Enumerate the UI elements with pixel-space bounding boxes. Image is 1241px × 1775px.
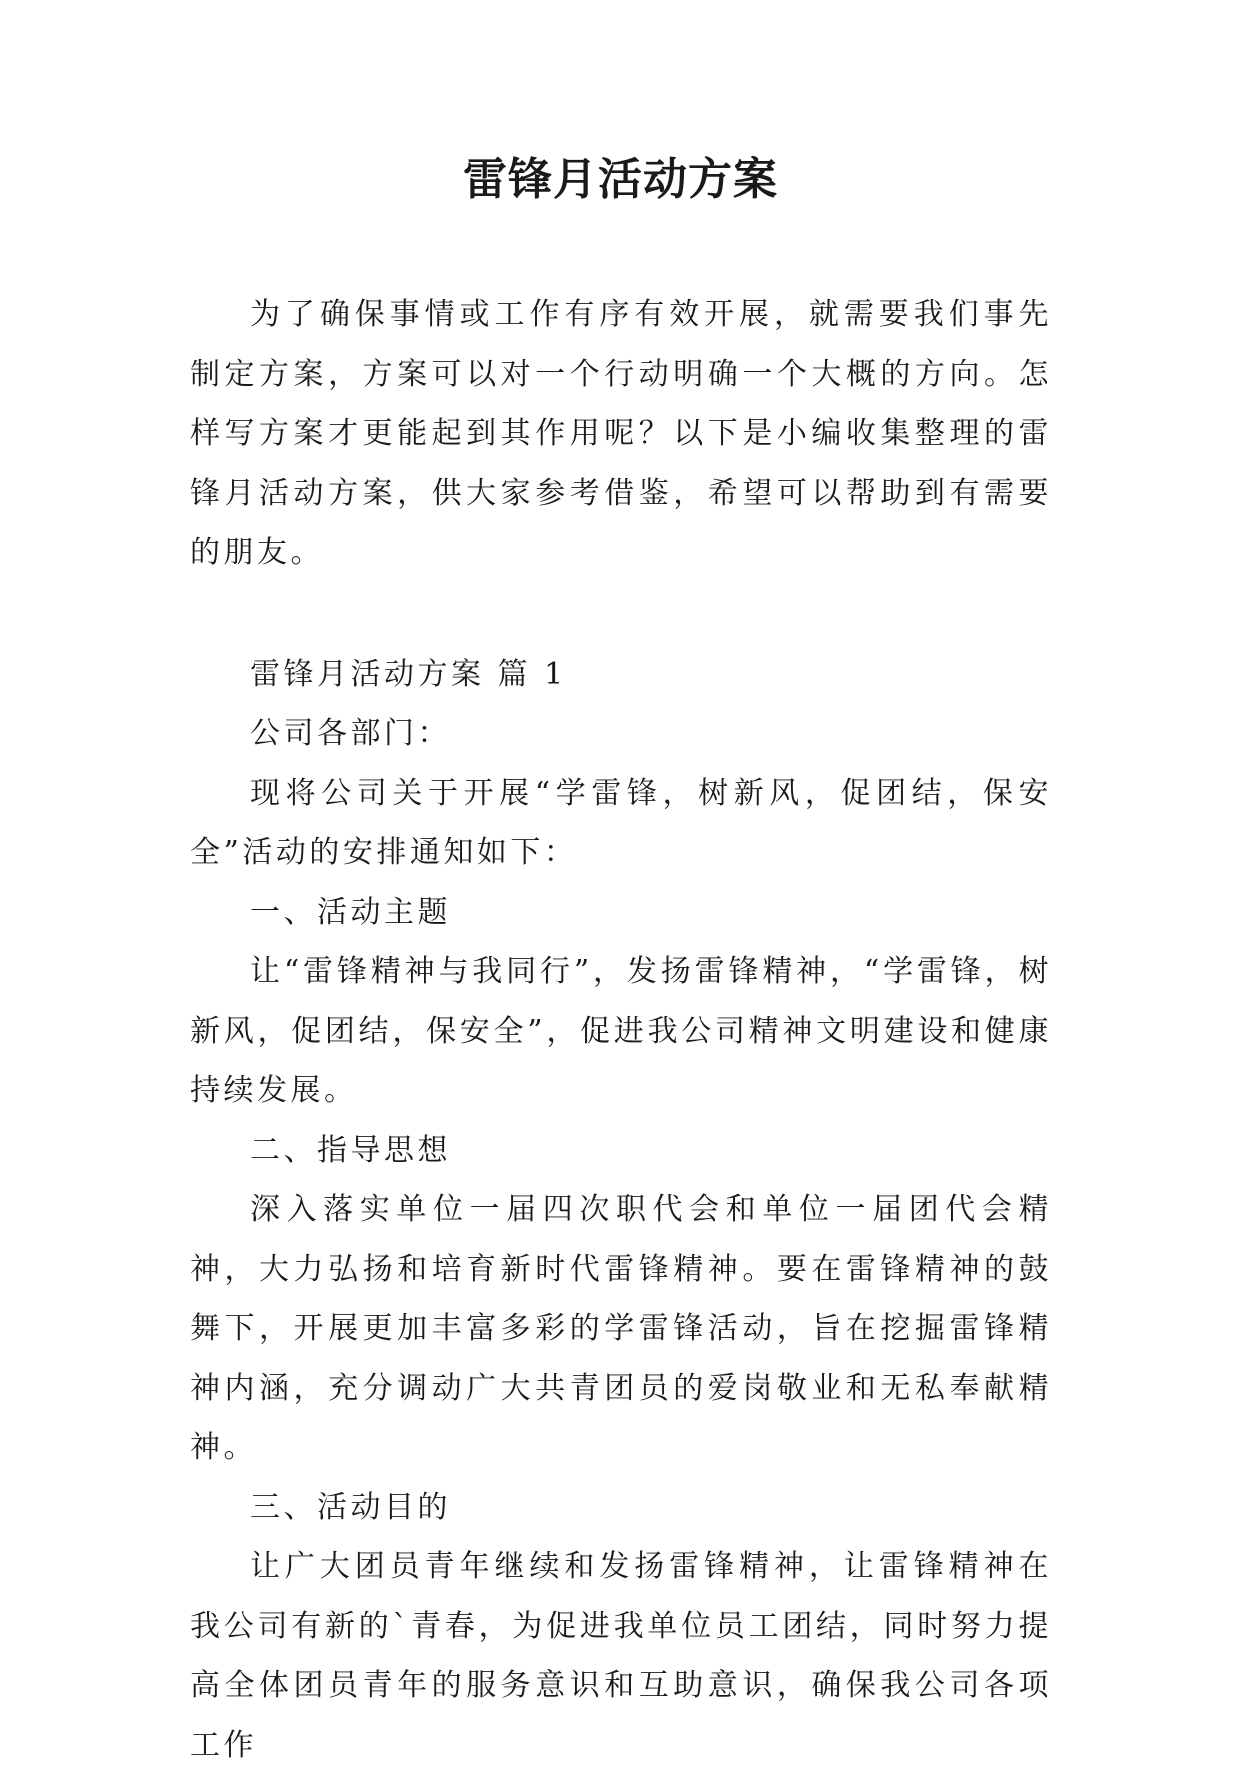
document-title: 雷锋月活动方案 (463, 154, 778, 205)
intro-paragraph: 为了确保事情或工作有序有效开展，就需要我们事先制定方案，方案可以对一个行动明确一个大概的方向。怎样写方案才更能起到其作用呢？以下是小编收集整理的雷锋月活动方案，供大家参考借鉴，希望可以帮助到有需要的朋友。 (190, 297, 1052, 570)
heading-activity-theme: 一、活动主题 (250, 894, 451, 930)
heading-guiding-ideology: 二、指导思想 (250, 1132, 451, 1168)
section-heading-part-1: 雷锋月活动方案 篇 1 (250, 656, 567, 692)
notice-paragraph: 现将公司关于开展“学雷锋，树新风，促团结，保安全”活动的安排通知如下： (190, 775, 1052, 870)
activity-theme-paragraph: 让“雷锋精神与我同行”，发扬雷锋精神，“学雷锋，树新风，促团结，保安全”，促进我公司精神文明建设和健康持续发展。 (190, 954, 1052, 1108)
guiding-ideology-paragraph: 深入落实单位一届四次职代会和单位一届团代会精神，大力弘扬和培育新时代雷锋精神。要在雷锋精神的鼓舞下，开展更加丰富多彩的学雷锋活动，旨在挖掘雷锋精神内涵，充分调动广大共青团员的爱岗敬业和无私奉献精神。 (190, 1192, 1052, 1465)
salutation: 公司各部门： (250, 716, 451, 751)
activity-purpose-paragraph: 让广大团员青年继续和发扬雷锋精神，让雷锋精神在我公司有新的`青春，为促进我单位员工团结，同时努力提高全体团员青年的服务意识和互助意识，确保我公司各项工作 (190, 1549, 1052, 1763)
heading-activity-purpose: 三、活动目的 (250, 1489, 451, 1525)
document-body (190, 285, 1052, 1775)
